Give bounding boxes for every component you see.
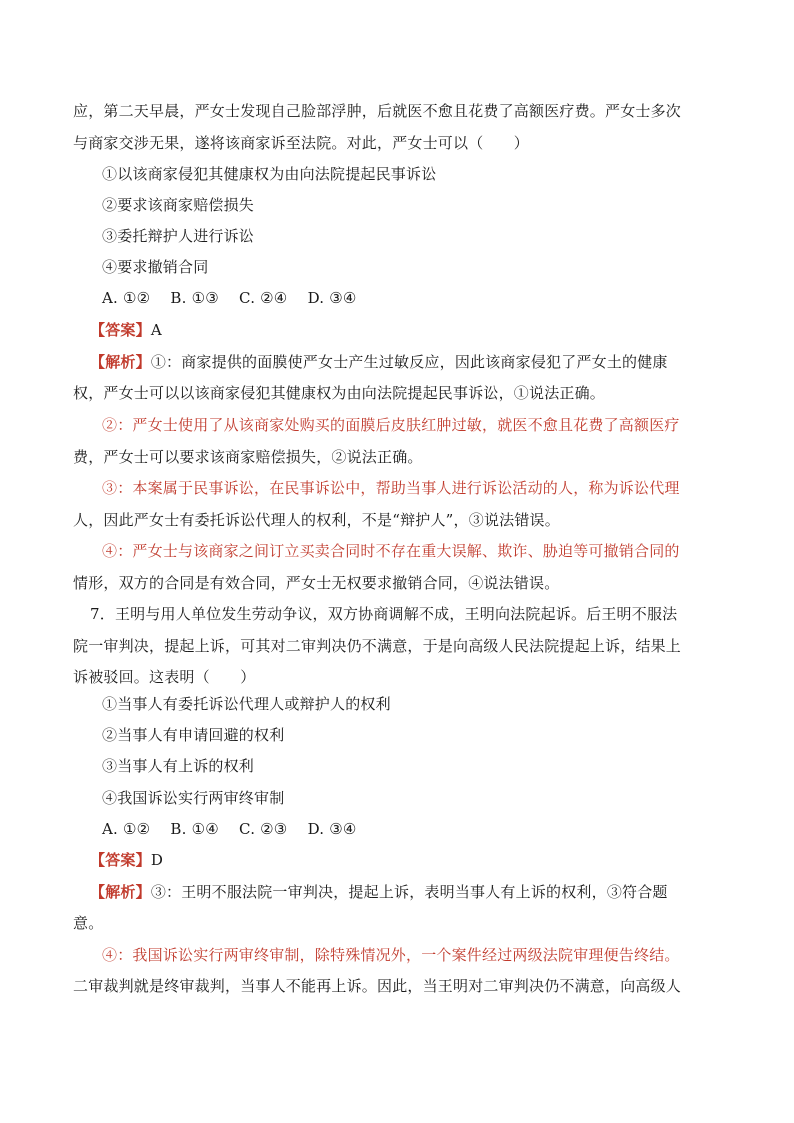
q6-stem-line-1: 应，第二天早晨，严女士发现自己脸部浮肿，后就医不愈且花费了高额医疗费。严女士多次 [73,102,682,120]
answer-tag: 【答案】 [90,851,151,869]
q6-analysis-line-6: 人，因此严女士有委托诉讼代理人的权利，不是“辩护人”，③说法错误。 [73,511,560,529]
q7-choices: A. ①② B. ①④ C. ②③ D. ③④ [102,820,357,838]
q6-analysis-line-4: 费，严女士可以要求该商家赔偿损失，②说法正确。 [73,448,423,466]
q7-answer [90,850,724,870]
q6-analysis-line-7: ④：严女士与该商家之间订立买卖合同时不存在重大误解、欺诈、胁迫等可撤销合同的 [102,542,680,560]
analysis-tag: 【解析】 [90,353,151,371]
answer-value: D [150,851,164,869]
q7-stem-line-3: 诉被驳回。这表明（ ） [73,668,256,686]
analysis-text: ①：商家提供的面膜使严女士产生过敏反应，因此该商家侵犯了严女土的健康 [150,353,668,371]
q7-option-2: ②当事人有申请回避的权利 [102,726,285,744]
q7-analysis-line-1 [90,882,724,902]
q6-analysis-line-8: 情形，双方的合同是有效合同，严女士无权要求撤销合同，④说法错误。 [73,574,560,592]
q6-choices: A. ①② B. ①③ C. ②④ D. ③④ [102,289,357,307]
q6-analysis-line-2: 权，严女士可以以该商家侵犯其健康权为由向法院提起民事诉讼，①说法正确。 [73,384,606,402]
q7-analysis-line-2: 意。 [73,914,104,932]
q7-analysis-line-4: 二审裁判就是终审裁判，当事人不能再上诉。因此，当王明对二审判决仍不满意，向高级人 [73,977,682,995]
q6-analysis-line-5: ③：本案属于民事诉讼，在民事诉讼中，帮助当事人进行诉讼活动的人，称为诉讼代理 [102,479,680,497]
q7-analysis-line-3: ④：我国诉讼实行两审终审制，除特殊情况外，一个案件经过两级法院审理便告终结。 [102,946,680,964]
q6-option-3: ③委托辩护人进行诉讼 [102,227,255,245]
answer-value: A [150,321,162,339]
q6-stem-line-2: 与商家交涉无果，遂将该商家诉至法院。对此，严女士可以（ ） [73,134,530,152]
q7-stem-line-1: 7．王明与用人单位发生劳动争议，双方协商调解不成，王明向法院起诉。后王明不服法 [90,605,678,623]
analysis-tag: 【解析】 [90,883,151,901]
q7-option-4: ④我国诉讼实行两审终审制 [102,789,285,807]
q6-answer [90,320,724,340]
q7-option-3: ③当事人有上诉的权利 [102,757,255,775]
q7-option-1: ①当事人有委托诉讼代理人或辩护人的权利 [102,695,391,713]
q6-option-4: ④要求撤销合同 [102,258,209,276]
q6-analysis-line-1 [90,352,724,372]
q6-analysis-line-3: ②：严女士使用了从该商家处购买的面膜后皮肤红肿过敏，就医不愈且花费了高额医疗 [102,416,680,434]
q7-stem-line-2: 院一审判决，提起上诉，可其对二审判决仍不满意，于是向高级人民法院提起上诉，结果上 [73,637,682,655]
analysis-text: ③：王明不服法院一审判决，提起上诉，表明当事人有上诉的权利，③符合题 [150,883,668,901]
answer-tag: 【答案】 [90,321,151,339]
q6-option-1: ①以该商家侵犯其健康权为由向法院提起民事诉讼 [102,165,437,183]
q6-option-2: ②要求该商家赔偿损失 [102,196,255,214]
